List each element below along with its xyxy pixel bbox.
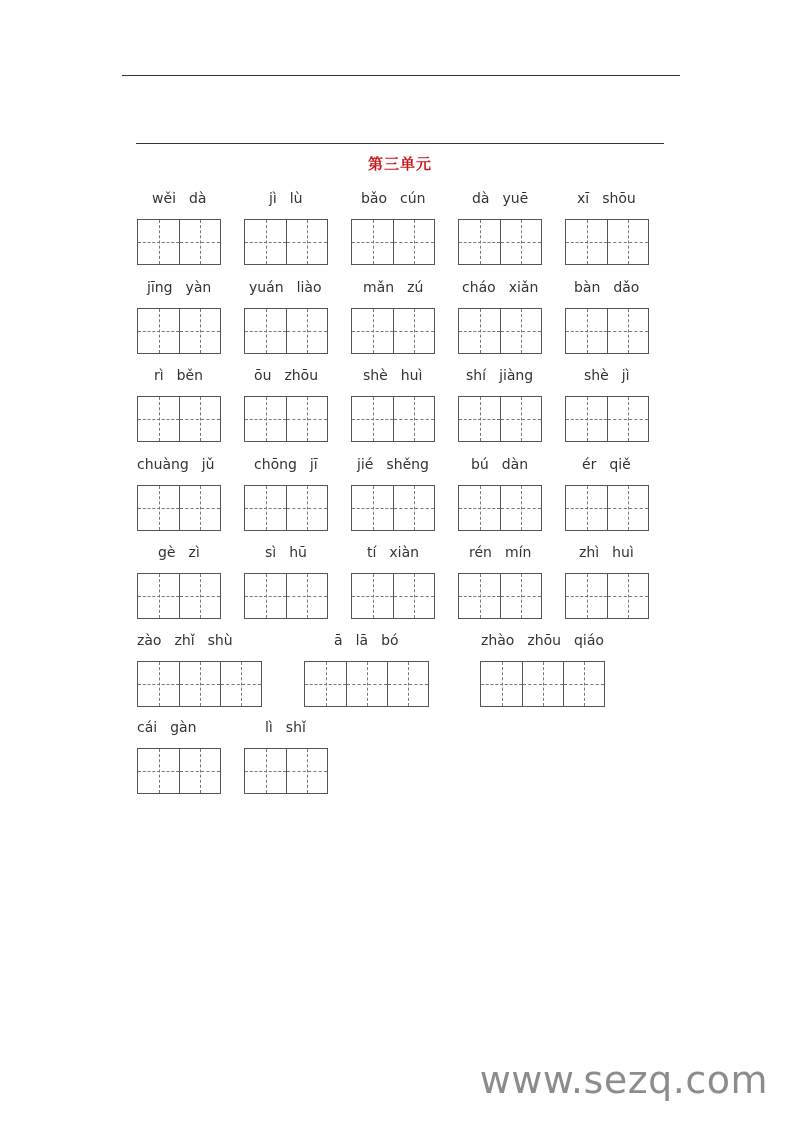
pinyin-syllable: shěng <box>386 456 429 473</box>
tianzige-cell[interactable] <box>459 397 500 441</box>
writing-grid[interactable] <box>351 396 435 442</box>
writing-grid[interactable] <box>244 485 328 531</box>
pinyin-syllable: xiàn <box>389 545 420 561</box>
pinyin-syllable: zhào <box>481 633 515 649</box>
pinyin-syllable: shè <box>363 368 388 384</box>
pinyin-label <box>584 368 630 384</box>
pinyin-syllable: yuán <box>249 279 284 296</box>
pinyin-label <box>466 368 533 384</box>
pinyin-syllable: zú <box>407 279 424 296</box>
tianzige-cell[interactable] <box>179 662 220 706</box>
tianzige-cell[interactable] <box>138 574 179 618</box>
pinyin-label <box>577 191 636 207</box>
pinyin-label <box>158 545 200 561</box>
tianzige-cell[interactable] <box>607 309 648 353</box>
pinyin-label <box>137 633 233 649</box>
pinyin-syllable: xī <box>577 191 590 207</box>
pinyin-syllable: dǎo <box>613 279 640 296</box>
tianzige-cell[interactable] <box>245 397 286 441</box>
pinyin-label <box>254 457 318 473</box>
writing-grid[interactable] <box>565 396 649 442</box>
pinyin-syllable: shǐ <box>285 720 306 736</box>
pinyin-syllable: hū <box>289 545 307 561</box>
pinyin-syllable: yuē <box>502 191 529 207</box>
pinyin-label <box>472 191 528 207</box>
pinyin-label <box>367 545 419 561</box>
writing-grid[interactable] <box>244 219 328 265</box>
pinyin-syllable: qiě <box>609 456 631 473</box>
pinyin-syllable: shè <box>584 368 609 384</box>
tianzige-cell[interactable] <box>522 662 563 706</box>
pinyin-label <box>357 457 429 473</box>
tianzige-cell[interactable] <box>179 574 220 618</box>
pinyin-syllable: liào <box>296 279 322 296</box>
writing-grid[interactable] <box>137 219 221 265</box>
writing-grid[interactable] <box>351 219 435 265</box>
pinyin-syllable: jīng <box>147 279 173 296</box>
pinyin-label <box>137 457 215 473</box>
tianzige-cell[interactable] <box>179 220 220 264</box>
tianzige-cell[interactable] <box>286 220 327 264</box>
pinyin-syllable: jié <box>357 456 374 473</box>
pinyin-syllable: wěi <box>152 191 176 207</box>
pinyin-label <box>265 545 307 561</box>
tianzige-cell[interactable] <box>245 486 286 530</box>
tianzige-cell[interactable] <box>138 749 179 793</box>
writing-grid[interactable] <box>458 308 542 354</box>
pinyin-syllable: shù <box>207 633 233 649</box>
tianzige-cell[interactable] <box>393 486 434 530</box>
pinyin-label <box>574 280 639 296</box>
tianzige-cell[interactable] <box>459 574 500 618</box>
pinyin-syllable: ōu <box>254 368 272 384</box>
tianzige-cell[interactable] <box>245 749 286 793</box>
pinyin-syllable: rén <box>469 545 492 561</box>
writing-grid[interactable] <box>137 748 221 794</box>
pinyin-syllable: dàn <box>501 456 529 473</box>
tianzige-cell[interactable] <box>286 309 327 353</box>
tianzige-cell[interactable] <box>607 220 648 264</box>
pinyin-syllable: jì <box>621 368 630 384</box>
pinyin-syllable: jì <box>269 191 277 207</box>
pinyin-syllable: qiáo <box>574 633 604 649</box>
writing-grid[interactable] <box>480 661 605 707</box>
writing-grid[interactable] <box>304 661 429 707</box>
writing-grid[interactable] <box>565 219 649 265</box>
pinyin-syllable: zhōu <box>527 633 562 649</box>
writing-grid[interactable] <box>565 485 649 531</box>
pinyin-label <box>334 633 399 649</box>
pinyin-syllable: jǔ <box>201 456 215 473</box>
tianzige-cell[interactable] <box>352 574 393 618</box>
tianzige-cell[interactable] <box>607 486 648 530</box>
pinyin-label <box>363 368 422 384</box>
pinyin-syllable: lù <box>289 191 303 207</box>
pinyin-syllable: zhōu <box>284 368 319 384</box>
tianzige-cell[interactable] <box>481 662 522 706</box>
pinyin-syllable: xiǎn <box>508 279 539 296</box>
pinyin-label <box>363 280 423 296</box>
tianzige-cell[interactable] <box>393 309 434 353</box>
pinyin-syllable: tí <box>367 545 377 561</box>
writing-grid[interactable] <box>137 308 221 354</box>
writing-grid[interactable] <box>244 748 328 794</box>
tianzige-cell[interactable] <box>566 486 607 530</box>
tianzige-cell[interactable] <box>500 220 541 264</box>
writing-grid[interactable] <box>458 219 542 265</box>
title-rule <box>136 143 664 144</box>
tianzige-cell[interactable] <box>138 662 179 706</box>
pinyin-label <box>254 368 318 384</box>
writing-grid[interactable] <box>458 396 542 442</box>
tianzige-cell[interactable] <box>352 397 393 441</box>
writing-grid[interactable] <box>137 573 221 619</box>
tianzige-cell[interactable] <box>566 574 607 618</box>
pinyin-syllable: chōng <box>254 456 297 473</box>
pinyin-syllable: zì <box>188 545 200 561</box>
pinyin-syllable: zhì <box>579 545 600 561</box>
pinyin-syllable: lì <box>265 720 273 736</box>
tianzige-cell[interactable] <box>607 397 648 441</box>
pinyin-syllable: bàn <box>574 279 601 296</box>
tianzige-cell[interactable] <box>138 397 179 441</box>
pinyin-label <box>154 368 203 384</box>
pinyin-syllable: cái <box>137 720 158 736</box>
tianzige-cell[interactable] <box>607 574 648 618</box>
pinyin-syllable: bú <box>471 456 489 473</box>
tianzige-cell[interactable] <box>245 309 286 353</box>
writing-grid[interactable] <box>351 573 435 619</box>
tianzige-cell[interactable] <box>305 662 346 706</box>
pinyin-syllable: sì <box>265 545 277 561</box>
pinyin-syllable: rì <box>154 368 164 384</box>
tianzige-cell[interactable] <box>393 397 434 441</box>
pinyin-syllable: jiàng <box>499 368 534 384</box>
tianzige-cell[interactable] <box>138 309 179 353</box>
writing-grid[interactable] <box>458 573 542 619</box>
pinyin-label <box>152 191 206 207</box>
tianzige-cell[interactable] <box>500 397 541 441</box>
tianzige-cell[interactable] <box>138 220 179 264</box>
tianzige-cell[interactable] <box>245 220 286 264</box>
pinyin-syllable: zhǐ <box>174 633 195 649</box>
writing-grid[interactable] <box>137 485 221 531</box>
tianzige-cell[interactable] <box>138 486 179 530</box>
tianzige-cell[interactable] <box>500 574 541 618</box>
tianzige-cell[interactable] <box>286 574 327 618</box>
writing-grid[interactable] <box>565 308 649 354</box>
writing-grid[interactable] <box>137 661 262 707</box>
writing-grid[interactable] <box>244 573 328 619</box>
pinyin-label <box>481 633 604 649</box>
pinyin-syllable: ér <box>582 456 597 473</box>
pinyin-label <box>265 720 306 736</box>
pinyin-syllable: dà <box>472 191 490 207</box>
pinyin-syllable: bǎo <box>361 191 388 207</box>
pinyin-label <box>469 545 531 561</box>
pinyin-label <box>147 280 211 296</box>
tianzige-cell[interactable] <box>459 309 500 353</box>
pinyin-syllable: shí <box>466 368 487 384</box>
tianzige-cell[interactable] <box>500 486 541 530</box>
tianzige-cell[interactable] <box>179 486 220 530</box>
tianzige-cell[interactable] <box>566 220 607 264</box>
pinyin-label <box>582 457 631 473</box>
tianzige-cell[interactable] <box>286 397 327 441</box>
tianzige-cell[interactable] <box>286 749 327 793</box>
pinyin-label <box>249 280 322 296</box>
tianzige-cell[interactable] <box>500 309 541 353</box>
tianzige-cell[interactable] <box>352 220 393 264</box>
tianzige-cell[interactable] <box>393 220 434 264</box>
tianzige-cell[interactable] <box>566 397 607 441</box>
pinyin-label <box>361 191 425 207</box>
tianzige-cell[interactable] <box>220 662 261 706</box>
pinyin-syllable: gàn <box>170 720 197 736</box>
tianzige-cell[interactable] <box>346 662 387 706</box>
pinyin-syllable: cún <box>400 191 426 207</box>
pinyin-syllable: lā <box>355 633 369 649</box>
tianzige-cell[interactable] <box>459 486 500 530</box>
writing-grid[interactable] <box>137 396 221 442</box>
header-rule <box>122 75 680 76</box>
pinyin-syllable: zào <box>137 633 162 649</box>
tianzige-cell[interactable] <box>286 486 327 530</box>
tianzige-cell[interactable] <box>179 749 220 793</box>
pinyin-syllable: chuàng <box>137 456 189 473</box>
tianzige-cell[interactable] <box>387 662 428 706</box>
tianzige-cell[interactable] <box>352 309 393 353</box>
tianzige-cell[interactable] <box>566 309 607 353</box>
pinyin-syllable: gè <box>158 545 176 561</box>
pinyin-syllable: ā <box>334 633 343 649</box>
tianzige-cell[interactable] <box>352 486 393 530</box>
pinyin-syllable: shōu <box>602 191 636 207</box>
pinyin-syllable: yàn <box>185 279 212 296</box>
pinyin-label <box>137 720 197 736</box>
writing-grid[interactable] <box>351 485 435 531</box>
writing-grid[interactable] <box>244 308 328 354</box>
pinyin-syllable: běn <box>176 368 204 384</box>
writing-grid[interactable] <box>351 308 435 354</box>
unit-title: 第三单元 <box>367 155 432 173</box>
pinyin-label <box>462 280 538 296</box>
pinyin-syllable: mǎn <box>363 279 395 296</box>
pinyin-label <box>471 457 528 473</box>
pinyin-syllable: mín <box>504 545 532 561</box>
pinyin-syllable: jī <box>309 456 318 473</box>
pinyin-syllable: huì <box>612 545 634 561</box>
tianzige-cell[interactable] <box>245 574 286 618</box>
pinyin-label <box>269 191 303 207</box>
watermark-text: www.sezq.com <box>479 1058 768 1102</box>
pinyin-syllable: cháo <box>462 279 496 296</box>
writing-grid[interactable] <box>565 573 649 619</box>
tianzige-cell[interactable] <box>563 662 604 706</box>
writing-grid[interactable] <box>458 485 542 531</box>
pinyin-syllable: huì <box>400 368 423 384</box>
tianzige-cell[interactable] <box>393 574 434 618</box>
pinyin-syllable: bó <box>381 633 399 649</box>
pinyin-label <box>579 545 634 561</box>
pinyin-syllable: dà <box>188 191 207 207</box>
tianzige-cell[interactable] <box>179 309 220 353</box>
writing-grid[interactable] <box>244 396 328 442</box>
tianzige-cell[interactable] <box>179 397 220 441</box>
tianzige-cell[interactable] <box>459 220 500 264</box>
